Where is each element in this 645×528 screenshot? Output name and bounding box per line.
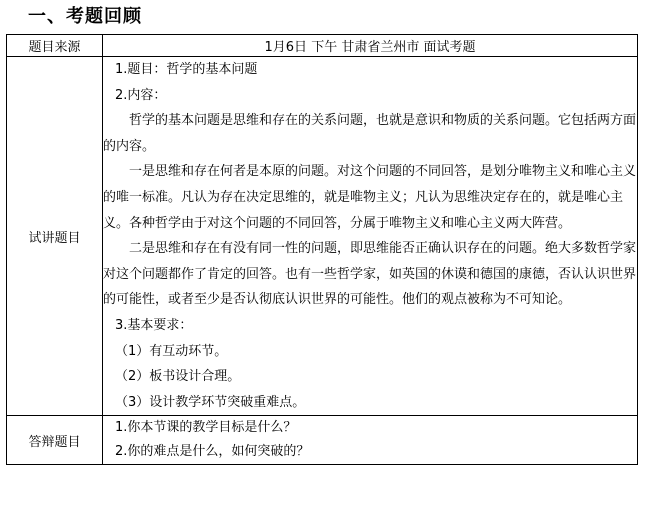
- source-label: 题目来源: [7, 35, 103, 57]
- trial-topic: 1.题目：哲学的基本问题: [115, 62, 258, 77]
- source-value: 1月6日 下午 甘肃省兰州市 面试考题: [103, 35, 638, 57]
- answer-content: [103, 416, 638, 465]
- trial-content-label: 2.内容：: [115, 87, 167, 103]
- trial-paragraph-1: 哲学的基本问题是思维和存在的关系问题，也就是意识和物质的关系问题。它包括两方面的内容。: [103, 113, 637, 154]
- answer-question-1: 1.你本节课的教学目标是什么？: [115, 420, 297, 436]
- trial-content: [103, 57, 638, 416]
- trial-row: [7, 57, 638, 416]
- answer-question-2: 2.你的难点是什么，如何突破的？: [115, 444, 310, 460]
- answer-label: 答辩题目: [7, 416, 103, 465]
- source-row: [7, 35, 638, 57]
- trial-paragraph-2: 一是思维和存在何者是本原的问题。对这个问题的不同回答，是划分唯物主义和唯心主义的唯一标准。凡认为存在决定思维的，就是唯物主义；凡认为思维决定存在的，就是唯心主义。各种哲学由于对这个问题的不同回答，分属于唯物主义和唯心主义两大阵营。: [103, 164, 637, 231]
- requirements-label: 3.基本要求：: [115, 317, 193, 333]
- answer-row: [7, 416, 638, 465]
- trial-paragraph-3: 二是思维和存在有没有同一性的问题，即思维能否正确认识存在的问题。绝大多数哲学家对这个问题都作了肯定的回答。也有一些哲学家，如英国的休谟和德国的康德，否认认识世界的可能性，或者至少是否认彻底认识世界的可能性。他们的观点被称为不可知论。: [103, 241, 637, 308]
- section-heading: 一、考题回顾: [28, 6, 142, 27]
- exam-table: [6, 34, 638, 465]
- requirement-item-3: （3）设计教学环节突破重难点。: [115, 394, 306, 410]
- trial-label: 试讲题目: [7, 57, 103, 416]
- requirement-item-2: （2）板书设计合理。: [115, 369, 241, 385]
- requirement-item-1: （1）有互动环节。: [115, 343, 228, 359]
